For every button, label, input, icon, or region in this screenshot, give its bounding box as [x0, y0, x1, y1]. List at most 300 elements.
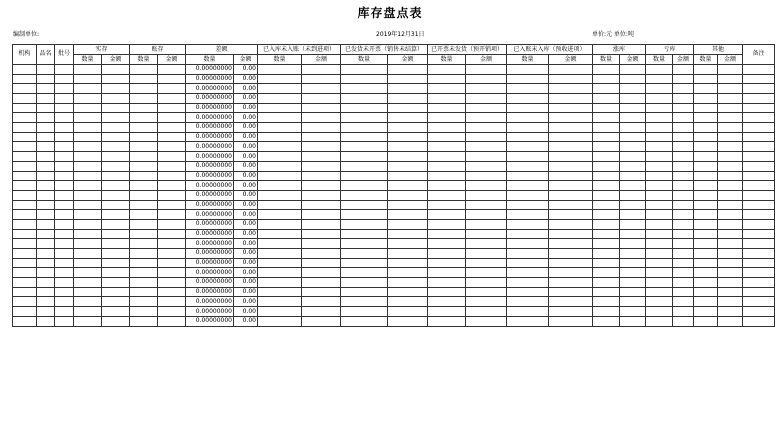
table-cell[interactable] [74, 64, 102, 74]
table-cell[interactable] [388, 103, 428, 113]
table-cell[interactable] [673, 297, 694, 307]
table-cell[interactable] [302, 181, 341, 191]
table-cell[interactable] [694, 229, 718, 239]
table-cell[interactable] [428, 210, 466, 220]
table-cell[interactable] [13, 316, 37, 326]
table-cell[interactable] [102, 103, 130, 113]
table-cell[interactable] [646, 123, 673, 133]
table-cell[interactable] [718, 210, 743, 220]
table-cell[interactable] [466, 297, 507, 307]
table-cell[interactable] [694, 307, 718, 317]
table-cell[interactable] [673, 287, 694, 297]
table-cell[interactable] [302, 113, 341, 123]
diff-amount-cell[interactable]: 0.00 [234, 316, 258, 326]
table-cell[interactable] [37, 249, 55, 259]
table-cell[interactable] [258, 307, 302, 317]
table-cell[interactable] [102, 171, 130, 181]
table-cell[interactable] [718, 113, 743, 123]
table-cell[interactable] [37, 103, 55, 113]
table-cell[interactable] [74, 297, 102, 307]
diff-amount-cell[interactable]: 0.00 [234, 239, 258, 249]
table-cell[interactable] [646, 190, 673, 200]
table-cell[interactable] [158, 190, 186, 200]
table-cell[interactable] [341, 152, 388, 162]
table-cell[interactable] [37, 258, 55, 268]
table-cell[interactable] [158, 268, 186, 278]
table-cell[interactable] [13, 142, 37, 152]
table-cell[interactable] [428, 181, 466, 191]
table-cell[interactable] [55, 316, 74, 326]
table-cell[interactable] [646, 316, 673, 326]
table-cell[interactable] [13, 200, 37, 210]
table-cell[interactable] [718, 297, 743, 307]
table-cell[interactable] [74, 181, 102, 191]
table-cell[interactable] [341, 278, 388, 288]
table-cell[interactable] [130, 64, 158, 74]
table-cell[interactable] [388, 210, 428, 220]
table-cell[interactable] [743, 278, 775, 288]
table-cell[interactable] [258, 278, 302, 288]
table-cell[interactable] [130, 307, 158, 317]
table-cell[interactable] [428, 307, 466, 317]
table-cell[interactable] [507, 268, 549, 278]
diff-qty-cell[interactable]: 0.00000000 [186, 171, 234, 181]
table-cell[interactable] [74, 152, 102, 162]
table-cell[interactable] [646, 152, 673, 162]
table-cell[interactable] [13, 278, 37, 288]
table-cell[interactable] [620, 94, 646, 104]
table-cell[interactable] [673, 249, 694, 259]
table-cell[interactable] [620, 171, 646, 181]
table-cell[interactable] [507, 258, 549, 268]
table-cell[interactable] [428, 268, 466, 278]
table-cell[interactable] [428, 249, 466, 259]
diff-qty-cell[interactable]: 0.00000000 [186, 190, 234, 200]
table-cell[interactable] [341, 316, 388, 326]
table-cell[interactable] [593, 287, 620, 297]
table-cell[interactable] [593, 229, 620, 239]
table-cell[interactable] [102, 123, 130, 133]
table-cell[interactable] [718, 229, 743, 239]
table-cell[interactable] [13, 229, 37, 239]
table-cell[interactable] [37, 316, 55, 326]
table-cell[interactable] [158, 297, 186, 307]
diff-amount-cell[interactable]: 0.00 [234, 229, 258, 239]
table-cell[interactable] [593, 152, 620, 162]
table-cell[interactable] [55, 297, 74, 307]
table-cell[interactable] [102, 316, 130, 326]
table-cell[interactable] [158, 74, 186, 84]
table-cell[interactable] [130, 142, 158, 152]
table-cell[interactable] [694, 84, 718, 94]
table-cell[interactable] [549, 307, 593, 317]
table-cell[interactable] [428, 142, 466, 152]
table-cell[interactable] [102, 307, 130, 317]
table-cell[interactable] [507, 181, 549, 191]
table-cell[interactable] [258, 113, 302, 123]
diff-qty-cell[interactable]: 0.00000000 [186, 297, 234, 307]
table-cell[interactable] [102, 142, 130, 152]
table-cell[interactable] [302, 103, 341, 113]
table-cell[interactable] [646, 132, 673, 142]
table-cell[interactable] [694, 249, 718, 259]
table-cell[interactable] [743, 103, 775, 113]
table-cell[interactable] [158, 316, 186, 326]
table-cell[interactable] [158, 152, 186, 162]
table-cell[interactable] [55, 152, 74, 162]
table-cell[interactable] [743, 94, 775, 104]
table-cell[interactable] [74, 123, 102, 133]
table-cell[interactable] [507, 161, 549, 171]
table-cell[interactable] [620, 229, 646, 239]
table-cell[interactable] [13, 258, 37, 268]
table-cell[interactable] [102, 249, 130, 259]
table-cell[interactable] [428, 287, 466, 297]
diff-amount-cell[interactable]: 0.00 [234, 210, 258, 220]
table-cell[interactable] [718, 152, 743, 162]
table-cell[interactable] [37, 287, 55, 297]
table-cell[interactable] [428, 123, 466, 133]
table-cell[interactable] [593, 161, 620, 171]
table-cell[interactable] [158, 210, 186, 220]
table-cell[interactable] [694, 297, 718, 307]
table-cell[interactable] [158, 113, 186, 123]
table-cell[interactable] [258, 316, 302, 326]
table-cell[interactable] [673, 94, 694, 104]
table-cell[interactable] [13, 239, 37, 249]
table-cell[interactable] [158, 249, 186, 259]
diff-amount-cell[interactable]: 0.00 [234, 123, 258, 133]
diff-qty-cell[interactable]: 0.00000000 [186, 219, 234, 229]
table-cell[interactable] [507, 123, 549, 133]
table-cell[interactable] [37, 142, 55, 152]
table-cell[interactable] [158, 307, 186, 317]
table-cell[interactable] [37, 200, 55, 210]
table-cell[interactable] [549, 297, 593, 307]
table-cell[interactable] [55, 181, 74, 191]
table-cell[interactable] [37, 84, 55, 94]
table-cell[interactable] [388, 297, 428, 307]
table-cell[interactable] [258, 103, 302, 113]
table-cell[interactable] [466, 142, 507, 152]
table-cell[interactable] [593, 132, 620, 142]
table-cell[interactable] [466, 287, 507, 297]
table-cell[interactable] [158, 132, 186, 142]
table-cell[interactable] [507, 74, 549, 84]
table-cell[interactable] [428, 152, 466, 162]
table-cell[interactable] [341, 210, 388, 220]
table-cell[interactable] [549, 278, 593, 288]
table-cell[interactable] [507, 219, 549, 229]
table-cell[interactable] [388, 190, 428, 200]
table-cell[interactable] [13, 64, 37, 74]
table-cell[interactable] [694, 142, 718, 152]
table-cell[interactable] [673, 278, 694, 288]
table-cell[interactable] [130, 278, 158, 288]
table-cell[interactable] [302, 74, 341, 84]
table-cell[interactable] [102, 278, 130, 288]
table-cell[interactable] [593, 210, 620, 220]
table-cell[interactable] [302, 171, 341, 181]
table-cell[interactable] [55, 113, 74, 123]
table-cell[interactable] [102, 268, 130, 278]
table-cell[interactable] [388, 249, 428, 259]
table-cell[interactable] [466, 200, 507, 210]
table-cell[interactable] [593, 103, 620, 113]
table-cell[interactable] [158, 103, 186, 113]
diff-amount-cell[interactable]: 0.00 [234, 219, 258, 229]
table-cell[interactable] [55, 64, 74, 74]
table-cell[interactable] [646, 84, 673, 94]
table-cell[interactable] [341, 190, 388, 200]
table-cell[interactable] [341, 132, 388, 142]
table-cell[interactable] [55, 161, 74, 171]
table-cell[interactable] [743, 307, 775, 317]
table-cell[interactable] [549, 181, 593, 191]
table-cell[interactable] [428, 74, 466, 84]
table-cell[interactable] [593, 171, 620, 181]
table-cell[interactable] [743, 297, 775, 307]
table-cell[interactable] [673, 161, 694, 171]
table-cell[interactable] [694, 161, 718, 171]
table-cell[interactable] [549, 258, 593, 268]
table-cell[interactable] [341, 103, 388, 113]
diff-qty-cell[interactable]: 0.00000000 [186, 113, 234, 123]
table-cell[interactable] [13, 123, 37, 133]
table-cell[interactable] [74, 229, 102, 239]
table-cell[interactable] [74, 171, 102, 181]
table-cell[interactable] [694, 152, 718, 162]
table-cell[interactable] [593, 268, 620, 278]
table-cell[interactable] [718, 268, 743, 278]
table-cell[interactable] [388, 200, 428, 210]
table-cell[interactable] [55, 287, 74, 297]
table-cell[interactable] [302, 210, 341, 220]
table-cell[interactable] [37, 190, 55, 200]
table-cell[interactable] [130, 229, 158, 239]
table-cell[interactable] [593, 74, 620, 84]
table-cell[interactable] [74, 200, 102, 210]
table-cell[interactable] [341, 200, 388, 210]
table-cell[interactable] [620, 239, 646, 249]
table-cell[interactable] [74, 132, 102, 142]
table-cell[interactable] [388, 181, 428, 191]
table-cell[interactable] [646, 171, 673, 181]
table-cell[interactable] [743, 210, 775, 220]
table-cell[interactable] [302, 249, 341, 259]
table-cell[interactable] [549, 64, 593, 74]
table-cell[interactable] [466, 219, 507, 229]
table-cell[interactable] [694, 278, 718, 288]
table-cell[interactable] [549, 171, 593, 181]
table-cell[interactable] [466, 161, 507, 171]
table-cell[interactable] [130, 200, 158, 210]
table-cell[interactable] [102, 152, 130, 162]
table-cell[interactable] [258, 171, 302, 181]
table-cell[interactable] [673, 239, 694, 249]
table-cell[interactable] [743, 64, 775, 74]
table-cell[interactable] [466, 278, 507, 288]
table-cell[interactable] [549, 239, 593, 249]
table-cell[interactable] [37, 74, 55, 84]
table-cell[interactable] [620, 181, 646, 191]
table-cell[interactable] [74, 103, 102, 113]
table-cell[interactable] [102, 161, 130, 171]
table-cell[interactable] [549, 219, 593, 229]
table-cell[interactable] [620, 278, 646, 288]
table-cell[interactable] [37, 239, 55, 249]
table-cell[interactable] [718, 190, 743, 200]
table-cell[interactable] [258, 190, 302, 200]
table-cell[interactable] [620, 219, 646, 229]
table-cell[interactable] [718, 171, 743, 181]
table-cell[interactable] [743, 142, 775, 152]
table-cell[interactable] [620, 249, 646, 259]
table-cell[interactable] [466, 103, 507, 113]
diff-qty-cell[interactable]: 0.00000000 [186, 142, 234, 152]
table-cell[interactable] [718, 278, 743, 288]
table-cell[interactable] [341, 94, 388, 104]
table-cell[interactable] [673, 210, 694, 220]
table-cell[interactable] [102, 113, 130, 123]
table-cell[interactable] [158, 219, 186, 229]
table-cell[interactable] [55, 258, 74, 268]
table-cell[interactable] [743, 316, 775, 326]
table-cell[interactable] [549, 229, 593, 239]
table-cell[interactable] [718, 94, 743, 104]
table-cell[interactable] [158, 84, 186, 94]
table-cell[interactable] [743, 200, 775, 210]
diff-amount-cell[interactable]: 0.00 [234, 278, 258, 288]
table-cell[interactable] [718, 64, 743, 74]
table-cell[interactable] [37, 181, 55, 191]
table-cell[interactable] [549, 132, 593, 142]
diff-amount-cell[interactable]: 0.00 [234, 74, 258, 84]
table-cell[interactable] [302, 142, 341, 152]
diff-qty-cell[interactable]: 0.00000000 [186, 132, 234, 142]
table-cell[interactable] [102, 210, 130, 220]
table-cell[interactable] [158, 287, 186, 297]
table-cell[interactable] [428, 64, 466, 74]
table-cell[interactable] [55, 249, 74, 259]
table-cell[interactable] [743, 152, 775, 162]
table-cell[interactable] [620, 190, 646, 200]
table-cell[interactable] [158, 258, 186, 268]
table-cell[interactable] [646, 210, 673, 220]
table-cell[interactable] [130, 316, 158, 326]
diff-qty-cell[interactable]: 0.00000000 [186, 210, 234, 220]
table-cell[interactable] [673, 181, 694, 191]
table-cell[interactable] [37, 278, 55, 288]
table-cell[interactable] [507, 287, 549, 297]
table-cell[interactable] [341, 161, 388, 171]
table-cell[interactable] [74, 258, 102, 268]
table-cell[interactable] [341, 249, 388, 259]
table-cell[interactable] [646, 268, 673, 278]
table-cell[interactable] [428, 219, 466, 229]
table-cell[interactable] [74, 316, 102, 326]
table-cell[interactable] [13, 287, 37, 297]
table-cell[interactable] [37, 229, 55, 239]
table-cell[interactable] [593, 258, 620, 268]
diff-qty-cell[interactable]: 0.00000000 [186, 278, 234, 288]
table-cell[interactable] [102, 239, 130, 249]
table-cell[interactable] [158, 123, 186, 133]
table-cell[interactable] [55, 103, 74, 113]
table-cell[interactable] [37, 307, 55, 317]
table-cell[interactable] [258, 239, 302, 249]
table-cell[interactable] [743, 229, 775, 239]
table-cell[interactable] [388, 84, 428, 94]
table-cell[interactable] [258, 152, 302, 162]
diff-qty-cell[interactable]: 0.00000000 [186, 181, 234, 191]
table-cell[interactable] [130, 84, 158, 94]
table-cell[interactable] [673, 142, 694, 152]
table-cell[interactable] [620, 103, 646, 113]
table-cell[interactable] [258, 210, 302, 220]
table-cell[interactable] [646, 142, 673, 152]
table-cell[interactable] [673, 64, 694, 74]
table-cell[interactable] [646, 103, 673, 113]
diff-qty-cell[interactable]: 0.00000000 [186, 268, 234, 278]
table-cell[interactable] [673, 74, 694, 84]
table-cell[interactable] [743, 190, 775, 200]
table-cell[interactable] [341, 171, 388, 181]
table-cell[interactable] [646, 258, 673, 268]
table-cell[interactable] [593, 113, 620, 123]
table-cell[interactable] [37, 171, 55, 181]
table-cell[interactable] [694, 219, 718, 229]
table-cell[interactable] [428, 229, 466, 239]
table-cell[interactable] [743, 181, 775, 191]
table-cell[interactable] [158, 200, 186, 210]
table-cell[interactable] [743, 268, 775, 278]
diff-amount-cell[interactable]: 0.00 [234, 307, 258, 317]
table-cell[interactable] [302, 287, 341, 297]
table-cell[interactable] [302, 123, 341, 133]
diff-qty-cell[interactable]: 0.00000000 [186, 258, 234, 268]
table-cell[interactable] [694, 316, 718, 326]
table-cell[interactable] [130, 258, 158, 268]
table-cell[interactable] [13, 113, 37, 123]
table-cell[interactable] [466, 239, 507, 249]
table-cell[interactable] [37, 161, 55, 171]
table-cell[interactable] [549, 190, 593, 200]
table-cell[interactable] [694, 94, 718, 104]
table-cell[interactable] [673, 190, 694, 200]
table-cell[interactable] [507, 142, 549, 152]
table-cell[interactable] [620, 152, 646, 162]
table-cell[interactable] [507, 152, 549, 162]
table-cell[interactable] [37, 64, 55, 74]
table-cell[interactable] [341, 84, 388, 94]
table-cell[interactable] [718, 103, 743, 113]
table-cell[interactable] [130, 239, 158, 249]
table-cell[interactable] [673, 258, 694, 268]
table-cell[interactable] [466, 181, 507, 191]
table-cell[interactable] [302, 316, 341, 326]
diff-amount-cell[interactable]: 0.00 [234, 152, 258, 162]
table-cell[interactable] [673, 103, 694, 113]
table-cell[interactable] [694, 113, 718, 123]
table-cell[interactable] [620, 297, 646, 307]
table-cell[interactable] [673, 316, 694, 326]
table-cell[interactable] [646, 113, 673, 123]
table-cell[interactable] [718, 181, 743, 191]
table-cell[interactable] [302, 219, 341, 229]
diff-amount-cell[interactable]: 0.00 [234, 171, 258, 181]
table-cell[interactable] [673, 268, 694, 278]
